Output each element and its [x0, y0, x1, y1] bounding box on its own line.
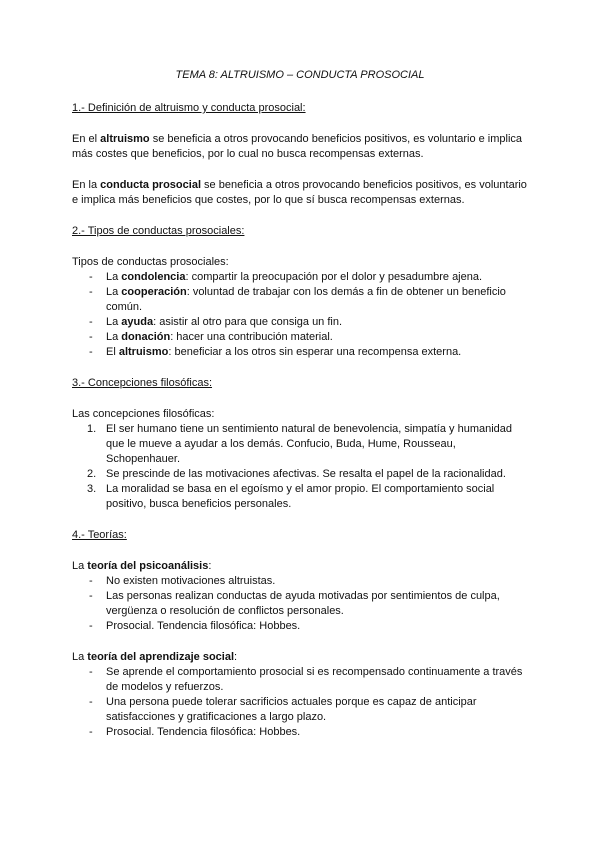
text-run: Una persona puede tolerar sacrificios actuales porque es capaz de anticipar satisfacciones y gratificaciones a largo plazo. — [106, 696, 477, 723]
list-item — [72, 285, 528, 315]
list-number: 2. — [87, 468, 97, 480]
section-4-heading: 4.- Teorías: — [72, 529, 127, 541]
dash-bullet: - — [89, 590, 93, 602]
text-run: En el — [72, 133, 101, 145]
list-item — [72, 589, 528, 619]
text-run: La — [106, 316, 122, 328]
text-run: La — [106, 286, 122, 298]
list-item — [72, 695, 528, 725]
dash-bullet: - — [89, 666, 93, 678]
list-number: 3. — [87, 483, 97, 495]
bold-term: cooperación — [121, 286, 187, 298]
text-run: El — [106, 346, 119, 358]
conceptions-list — [72, 422, 528, 512]
list-item — [72, 467, 528, 482]
text-run: En la — [72, 179, 101, 191]
text-run: se beneficia a otros provocando beneficios positivos, es voluntario e implica más costes que beneficios, por lo cual no busca recompensas externas. — [72, 133, 523, 160]
bold-term: altruismo — [118, 346, 169, 358]
social-learning-theory — [72, 650, 528, 740]
bold-term: altruismo — [100, 133, 150, 145]
altruism-definition — [72, 132, 528, 162]
text-run: Se aprende el comportamiento prosocial si es recompensado continuamente a través de modelos y refuerzos. — [106, 666, 523, 693]
list-intro: Las concepciones filosóficas: — [72, 408, 215, 420]
list-item — [72, 725, 528, 740]
text-run: Prosocial. Tendencia filosófica: Hobbes. — [106, 620, 301, 632]
page-title: TEMA 8: ALTRUISMO – CONDUCTA PROSOCIAL — [175, 69, 425, 81]
dash-bullet: - — [89, 575, 93, 587]
social-learning-list — [72, 665, 528, 740]
prosocial-definition — [72, 178, 528, 208]
text-run: : voluntad de trabajar con los demás a fin de obtener un beneficio común. — [106, 286, 506, 313]
list-number: 1. — [87, 423, 97, 435]
section-3-heading: 3.- Concepciones filosóficas: — [72, 377, 213, 389]
dash-bullet: - — [89, 346, 93, 358]
bold-term: teoría del psicoanálisis — [87, 560, 209, 572]
bold-term: condolencia — [121, 271, 186, 283]
text-run: : beneficiar a los otros sin esperar una recompensa externa. — [168, 346, 462, 358]
list-item — [72, 619, 528, 634]
text-run: : asistir al otro para que consiga un fin. — [153, 316, 343, 328]
text-run: La — [72, 651, 88, 663]
list-item — [72, 422, 528, 467]
prosocial-types-list — [72, 270, 528, 360]
text-run: La — [106, 331, 122, 343]
bold-term: donación — [121, 331, 171, 343]
text-run: La moralidad se basa en el egoísmo y el amor propio. El comportamiento social positivo, busca beneficios personales. — [106, 483, 495, 510]
dash-bullet: - — [89, 696, 93, 708]
document-page — [72, 68, 528, 756]
list-item — [72, 315, 528, 330]
text-run: Las personas realizan conductas de ayuda motivadas por sentimientos de culpa, vergüenza o resolución de conflictos personales. — [106, 590, 500, 617]
theory-title — [72, 559, 528, 574]
text-run: : hacer una contribución material. — [170, 331, 333, 343]
list-item — [72, 665, 528, 695]
dash-bullet: - — [89, 286, 93, 298]
list-item — [72, 482, 528, 512]
text-run: La — [72, 560, 88, 572]
prosocial-types — [72, 255, 528, 360]
text-run: Se prescinde de las motivaciones afectivas. Se resalta el papel de la racionalidad. — [106, 468, 506, 480]
section-1-heading: 1.- Definición de altruismo y conducta prosocial: — [72, 102, 306, 114]
list-item — [72, 330, 528, 345]
list-item — [72, 574, 528, 589]
list-intro: Tipos de conductas prosociales: — [72, 256, 229, 268]
text-run: : compartir la preocupación por el dolor y pesadumbre ajena. — [185, 271, 483, 283]
bold-term: ayuda — [121, 316, 154, 328]
psychoanalysis-theory — [72, 559, 528, 634]
text-run: : — [234, 651, 238, 663]
dash-bullet: - — [89, 271, 93, 283]
text-run: La — [106, 271, 122, 283]
list-item — [72, 270, 528, 285]
dash-bullet: - — [89, 316, 93, 328]
bold-term: teoría del aprendizaje social — [87, 651, 235, 663]
text-run: se beneficia a otros provocando beneficios positivos, es voluntario e implica más beneficios que costes, por lo que sí busca recompensas externas. — [72, 179, 527, 206]
dash-bullet: - — [89, 620, 93, 632]
philosophical-conceptions — [72, 407, 528, 512]
text-run: : — [208, 560, 212, 572]
text-run: Prosocial. Tendencia filosófica: Hobbes. — [106, 726, 301, 738]
psychoanalysis-list — [72, 574, 528, 634]
dash-bullet: - — [89, 331, 93, 343]
bold-term: conducta prosocial — [100, 179, 201, 191]
text-run: No existen motivaciones altruistas. — [106, 575, 276, 587]
text-run: El ser humano tiene un sentimiento natural de benevolencia, simpatía y humanidad que le mueve a ayudar a los demás. Confucio, Buda, Hume, Rousseau, Schopenhauer. — [106, 423, 513, 465]
theory-title — [72, 650, 528, 665]
section-2-heading: 2.- Tipos de conductas prosociales: — [72, 225, 245, 237]
list-item — [72, 345, 528, 360]
dash-bullet: - — [89, 726, 93, 738]
